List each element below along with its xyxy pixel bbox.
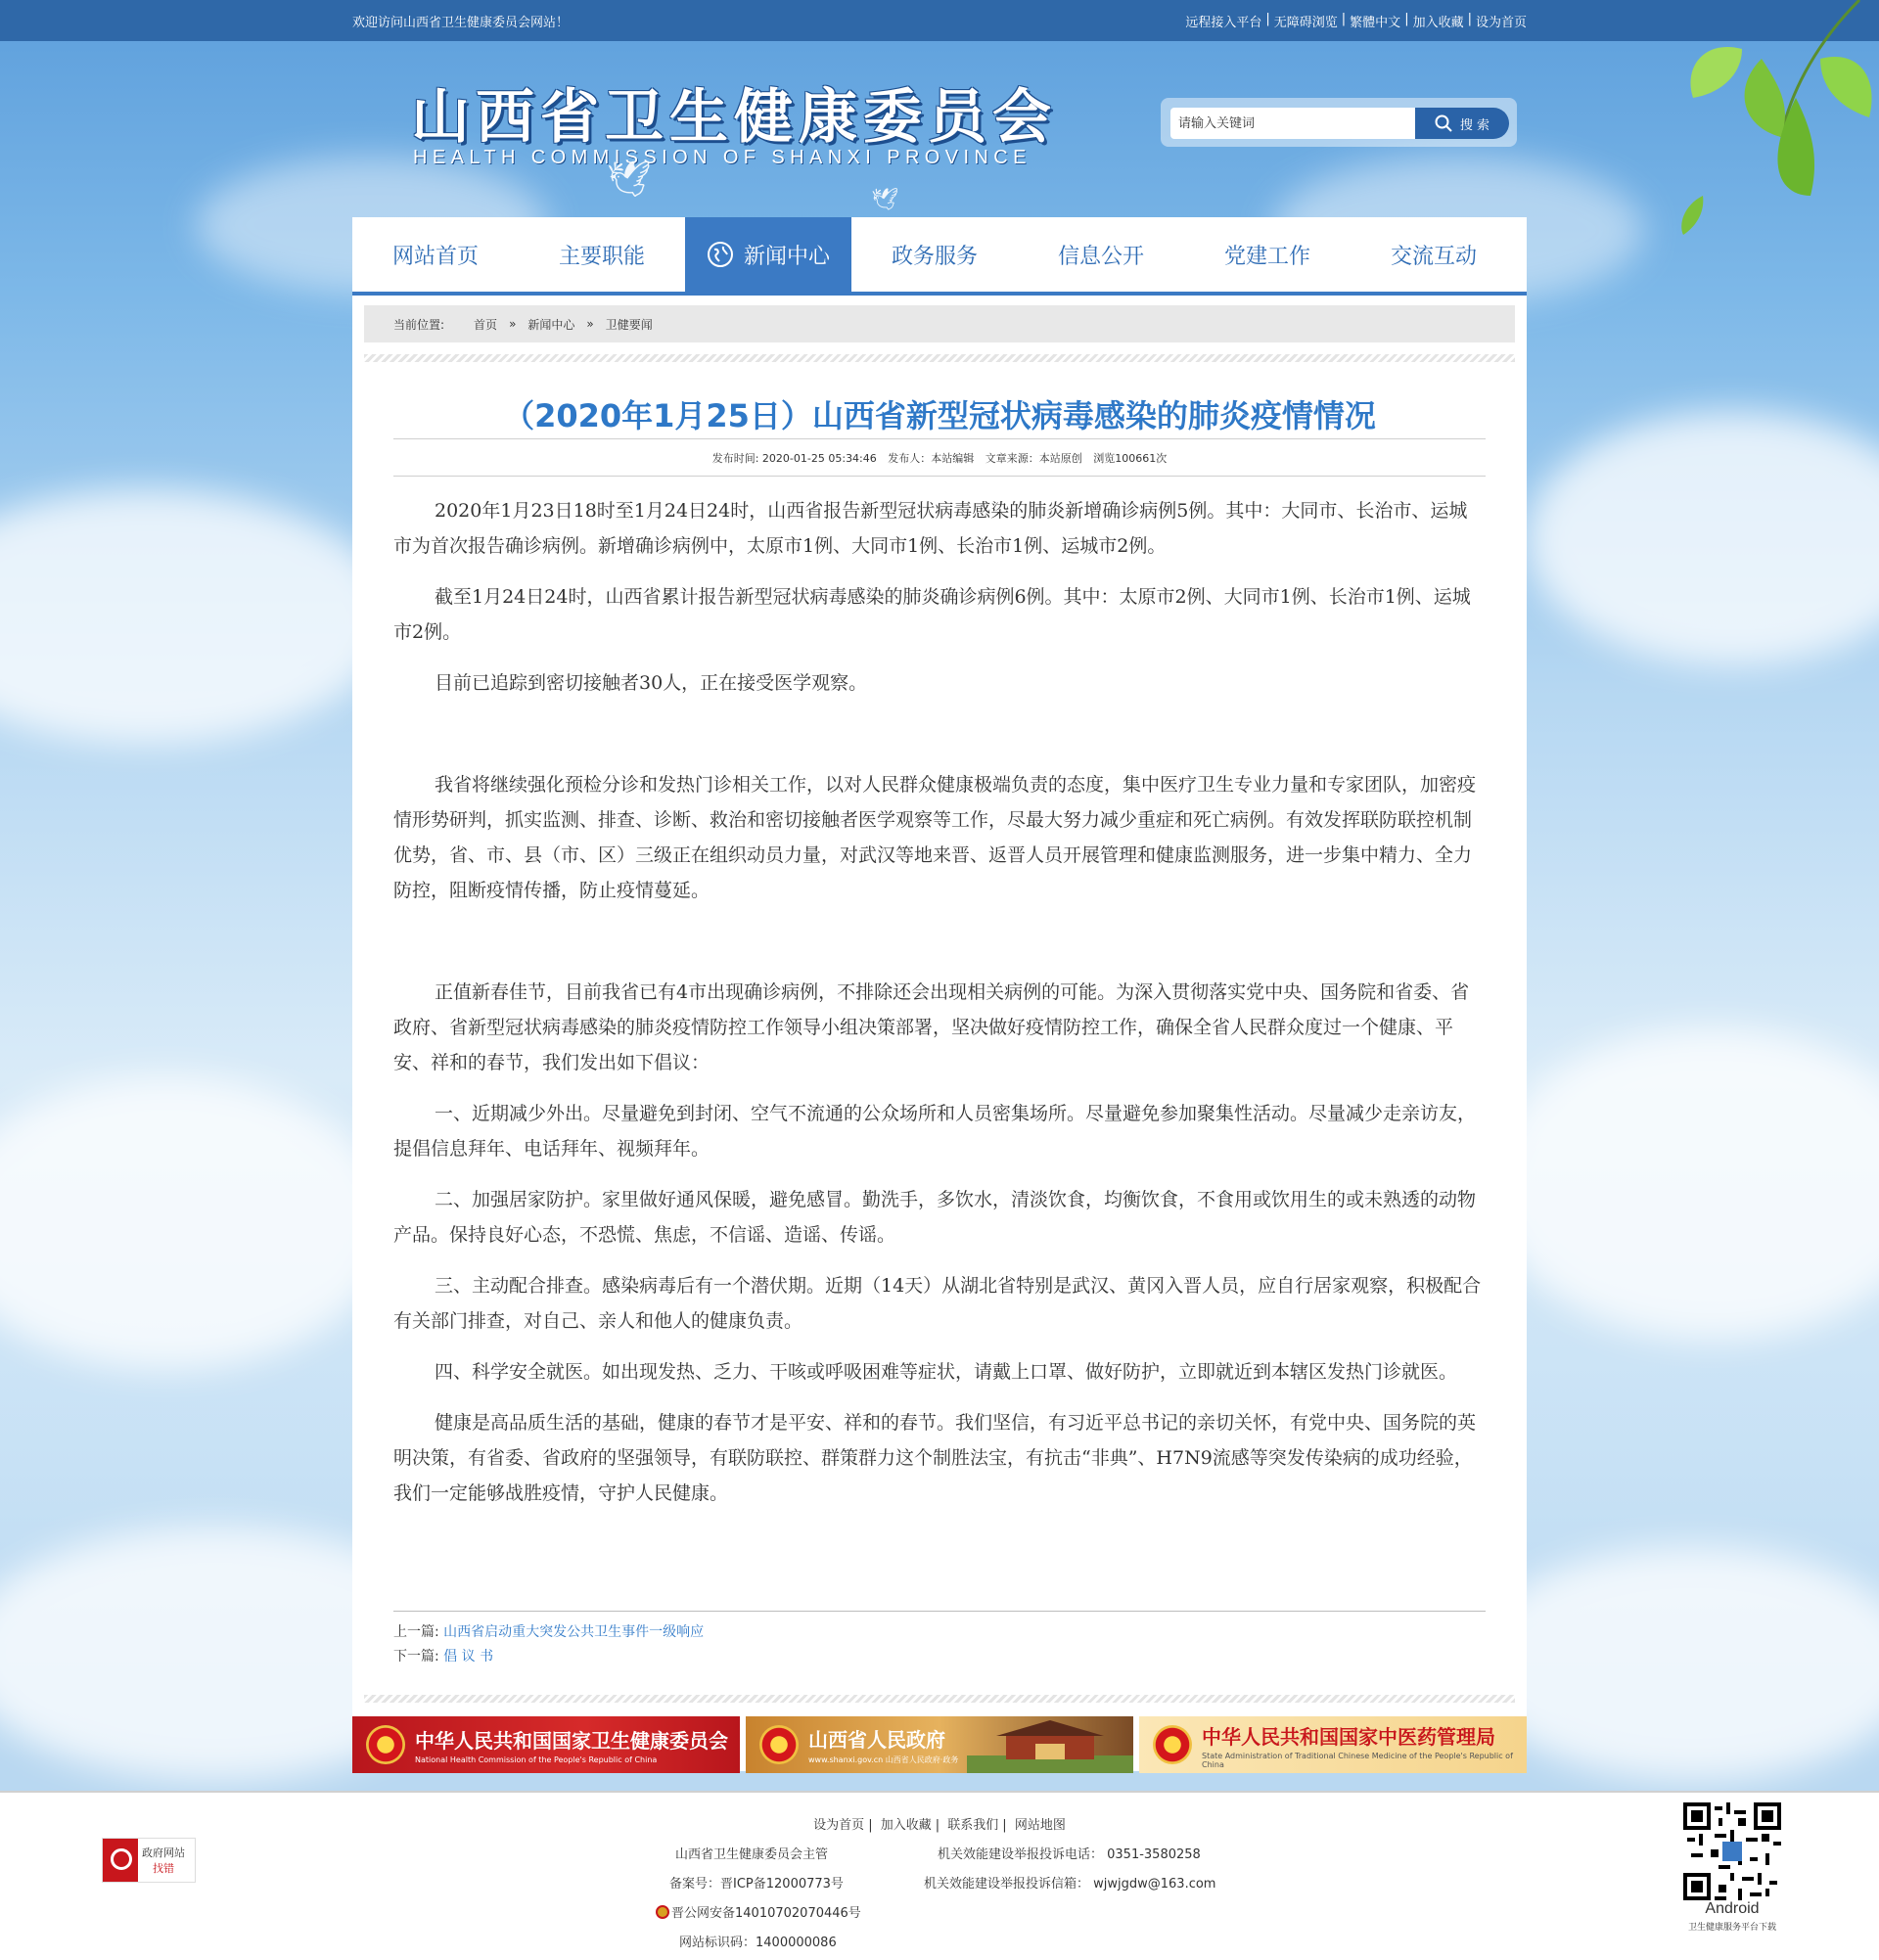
badge-text: 找错 bbox=[153, 1862, 174, 1875]
nav-government-services[interactable] bbox=[851, 217, 1018, 292]
police-badge-icon bbox=[656, 1905, 669, 1919]
article-paragraph: 二、加强居家防护。家里做好通风保暖，避免感冒。勤洗手，多饮水，清淡饮食，均衡饮食，不食用或饮用生的或未熟透的动物产品。保持良好心态，不恐慌、焦虑，不信谣、造谣、传谣。 bbox=[393, 1189, 1477, 1246]
prev-article-link[interactable]: 山西省启动重大突发公共卫生事件一级响应 bbox=[443, 1624, 705, 1640]
footer-site-id: 网站标识码：1400000086 bbox=[679, 1936, 837, 1950]
banner-subtitle: State Administration of Traditional Chinese Medicine of the People's Republic of China bbox=[1202, 1751, 1513, 1769]
prev-next-nav bbox=[393, 1620, 1486, 1669]
national-emblem-icon bbox=[1153, 1725, 1192, 1764]
main-content bbox=[352, 296, 1527, 1771]
badge-text: 政府网站 bbox=[142, 1846, 185, 1859]
building-icon bbox=[967, 1716, 1133, 1773]
nav-label: 信息公开 bbox=[1057, 244, 1144, 269]
qr-subtitle: 卫生健康服务平台下载 bbox=[1687, 1923, 1776, 1933]
nav-party-building[interactable] bbox=[1184, 217, 1351, 292]
nav-label: 网站首页 bbox=[391, 244, 479, 269]
footer-police bbox=[656, 1902, 861, 1921]
nav-label: 党建工作 bbox=[1223, 244, 1310, 269]
nav-home[interactable] bbox=[352, 217, 519, 292]
site-footer bbox=[0, 1791, 1879, 1960]
dove-icon: 🕊 bbox=[871, 188, 898, 212]
qr-code-icon[interactable] bbox=[1683, 1802, 1781, 1900]
prev-label: 上一篇: bbox=[393, 1624, 439, 1640]
article-paragraph: 截至1月24日24时，山西省累计报告新型冠状病毒感染的肺炎确诊病例6例。其中：太原市2例、大同市1例、长治市1例、运城市2例。 bbox=[393, 586, 1471, 643]
remote-access-link[interactable]: 远程接入平台 bbox=[1185, 16, 1262, 30]
footer-add-favorite[interactable]: 加入收藏 bbox=[880, 1818, 932, 1833]
banner-title: 山西省人民政府 bbox=[808, 1728, 945, 1752]
qr-label: Android bbox=[1705, 1900, 1760, 1917]
national-emblem-icon bbox=[366, 1725, 405, 1764]
article-paragraph: 四、科学安全就医。如出现发热、乏力、干咳或呼吸困难等症状，请戴上口罩、做好防护，立即就近到本辖区发热门诊就医。 bbox=[435, 1361, 1458, 1383]
article-paragraph: 健康是高品质生活的基础，健康的春节才是平安、祥和的春节。我们坚信，有习近平总书记的亲切关怀，有党中央、国务院的英明决策，有省委、省政府的坚强领导，有联防联控、群策群力这个制胜法宝，有抗击“非典”、H7N9流感等突发传染病的成功经验，我们一定能够战胜疫情，守护人民健康。 bbox=[393, 1412, 1477, 1504]
globe-icon bbox=[707, 241, 734, 268]
prev-article bbox=[393, 1620, 1486, 1645]
banner-title: 中华人民共和国国家中医药管理局 bbox=[1202, 1724, 1495, 1749]
breadcrumb-separator: » bbox=[509, 317, 517, 331]
divider bbox=[393, 476, 1486, 477]
view-count: 浏览100661次 bbox=[1093, 452, 1168, 465]
magnifier-icon bbox=[103, 1839, 138, 1882]
site-logo[interactable]: 山西省卫生健康委员会 bbox=[411, 83, 1057, 152]
gov-error-report-badge[interactable] bbox=[102, 1838, 196, 1883]
footer-icp: 备案号：晋ICP备12000773号 bbox=[669, 1877, 844, 1892]
footer-complaint-phone: 机关效能建设举报投诉电话： 0351-3580258 bbox=[938, 1847, 1201, 1862]
breadcrumb-news-center[interactable]: 新闻中心 bbox=[527, 317, 575, 332]
partner-banners bbox=[352, 1716, 1527, 1773]
set-homepage-link[interactable]: 设为首页 bbox=[1475, 16, 1527, 30]
next-article bbox=[393, 1645, 1486, 1669]
nav-main-functions[interactable] bbox=[519, 217, 685, 292]
national-emblem-icon bbox=[759, 1725, 799, 1764]
dove-icon: 🕊 bbox=[607, 160, 652, 200]
divider bbox=[364, 1695, 1515, 1703]
site-logo-english: HEALTH COMMISSION OF SHANXI PROVINCE bbox=[413, 147, 1031, 168]
article-paragraph: 一、近期减少外出。尽量避免到封闭、空气不流通的公众场所和人员密集场所。尽量避免参加聚集性活动。尽量减少走亲访友，提倡信息拜年、电话拜年、视频拜年。 bbox=[393, 1103, 1477, 1160]
footer-sitemap[interactable]: 网站地图 bbox=[1014, 1818, 1066, 1833]
article-body bbox=[393, 493, 1486, 1527]
breadcrumb-home[interactable]: 首页 bbox=[474, 317, 498, 332]
main-nav bbox=[352, 217, 1527, 296]
nav-label: 主要职能 bbox=[558, 244, 645, 269]
next-article-link[interactable]: 倡 议 书 bbox=[443, 1649, 494, 1664]
nav-label: 新闻中心 bbox=[743, 244, 830, 269]
search-icon bbox=[1435, 114, 1452, 132]
banner-subtitle: National Health Commission of the People's Republic of China bbox=[415, 1755, 658, 1764]
nav-label: 交流互动 bbox=[1390, 244, 1477, 269]
breadcrumb-label: 当前位置: bbox=[393, 317, 445, 332]
footer-contact[interactable]: 联系我们 bbox=[947, 1818, 999, 1833]
search-input[interactable] bbox=[1170, 108, 1415, 139]
banner-title: 中华人民共和国国家卫生健康委员会 bbox=[415, 1729, 728, 1753]
footer-host: 山西省卫生健康委员会主管 bbox=[675, 1847, 829, 1862]
nav-label: 政务服务 bbox=[891, 244, 978, 269]
article-meta bbox=[393, 450, 1486, 466]
divider bbox=[364, 354, 1515, 362]
article-paragraph: 正值新春佳节，目前我省已有4市出现确诊病例，不排除还会出现相关病例的可能。为深入贯彻落实党中央、国务院和省委、省政府、省新型冠状病毒感染的肺炎疫情防控工作领导小组决策部署，坚决做好疫情防控工作，确保全省人民群众度过一个健康、平安、祥和的春节，我们发出如下倡议： bbox=[393, 981, 1470, 1073]
nav-information-disclosure[interactable] bbox=[1018, 217, 1184, 292]
add-favorite-link[interactable]: 加入收藏 bbox=[1412, 16, 1464, 30]
article-paragraph: 三、主动配合排查。感染病毒后有一个潜伏期。近期（14天）从湖北省特别是武汉、黄冈入晋人员，应自行居家观察，积极配合有关部门排查，对自己、亲人和他人的健康负责。 bbox=[393, 1275, 1482, 1332]
search-button-label: 搜 索 bbox=[1459, 117, 1490, 133]
article-source: 文章来源：本站原创 bbox=[985, 452, 1082, 465]
nav-interaction[interactable] bbox=[1351, 217, 1517, 292]
breadcrumb-separator: » bbox=[586, 317, 594, 331]
police-record-text: 晋公网安备14010702070446号 bbox=[671, 1906, 861, 1921]
publisher: 发布人：本站编辑 bbox=[888, 452, 975, 465]
breadcrumb-health-news[interactable]: 卫健要闻 bbox=[605, 317, 653, 332]
publish-time: 发布时间: 2020-01-25 05:34:46 bbox=[711, 452, 877, 465]
article-paragraph: 我省将继续强化预检分诊和发热门诊相关工作，以对人民群众健康极端负责的态度，集中医疗卫生专业力量和专家团队，加密疫情形势研判，抓实监测、排查、诊断、救治和密切接触者医学观察等工作，尽最大努力减少重症和死亡病例。有效发挥联防联控机制优势，省、市、县（市、区）三级正在组织动员力量，对武汉等地来晋、返晋人员开展管理和健康监测服务，进一步集中精力、全力防控，阻断疫情传播，防止疫情蔓延。 bbox=[393, 774, 1477, 901]
article-title: （2020年1月25日）山西省新型冠状病毒感染的肺炎疫情情况 bbox=[503, 397, 1376, 434]
article-paragraph: 2020年1月23日18时至1月24日24时，山西省报告新型冠状病毒感染的肺炎新增确诊病例5例。其中：大同市、长治市、运城市为首次报告确诊病例。新增确诊病例中，太原市1例、大同市1例、长治市1例、运城市2例。 bbox=[393, 500, 1468, 557]
accessibility-link[interactable]: 无障碍浏览 bbox=[1273, 16, 1338, 30]
welcome-text: 欢迎访问山西省卫生健康委员会网站！ bbox=[352, 16, 570, 30]
nav-news-center[interactable] bbox=[685, 217, 851, 292]
banner-tcm[interactable] bbox=[1139, 1716, 1527, 1773]
top-links: 远程接入平台 | 无障碍浏览 | 繁體中文 | 加入收藏 | 设为首页 bbox=[1185, 12, 1527, 30]
breadcrumb bbox=[364, 305, 1515, 342]
site-header bbox=[352, 41, 1527, 217]
search-box bbox=[1161, 98, 1517, 147]
article-paragraph: 目前已追踪到密切接触者30人，正在接受医学观察。 bbox=[435, 672, 868, 694]
divider bbox=[393, 438, 1486, 439]
traditional-chinese-link[interactable]: 繁體中文 bbox=[1350, 16, 1401, 30]
footer-set-homepage[interactable]: 设为首页 bbox=[813, 1818, 865, 1833]
footer-links: 设为首页 | 加入收藏 | 联系我们 | 网站地图 bbox=[813, 1818, 1066, 1833]
banner-nhc[interactable] bbox=[352, 1716, 740, 1773]
search-button[interactable] bbox=[1415, 108, 1509, 139]
leaf-decoration-icon bbox=[1585, 0, 1879, 235]
divider bbox=[393, 1611, 1486, 1612]
banner-shanxi-gov[interactable] bbox=[746, 1716, 1133, 1773]
footer-complaint-email: 机关效能建设举报投诉信箱： wjwjgdw@163.com bbox=[924, 1877, 1216, 1892]
next-label: 下一篇: bbox=[393, 1649, 439, 1664]
banner-subtitle: www.shanxi.gov.cn 山西省人民政府·政务 bbox=[808, 1755, 959, 1764]
